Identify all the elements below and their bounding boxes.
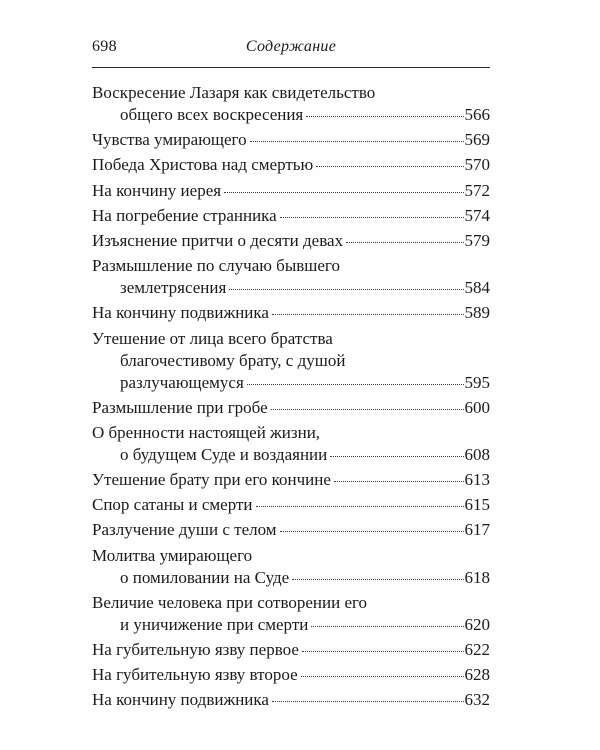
toc-entry-line [92, 129, 490, 151]
toc-entry[interactable] [92, 180, 490, 202]
toc-entry-title: Изъяснение притчи о десяти девах [92, 230, 344, 250]
dot-leader [271, 409, 464, 410]
dot-leader [334, 481, 464, 482]
dot-leader [301, 676, 464, 677]
dot-leader [330, 456, 463, 457]
page-number: 698 [92, 38, 117, 55]
toc-entry-line [92, 180, 490, 202]
toc-entry[interactable] [92, 422, 490, 466]
toc-entry-title: Утешение брату при его кончине [92, 470, 331, 490]
toc-entry-line [92, 350, 490, 372]
toc-entry-title: На кончину иерея [92, 180, 222, 200]
dot-leader [250, 141, 464, 142]
toc-entry-page-number: 572 [464, 180, 490, 200]
toc-entry[interactable] [92, 639, 490, 661]
toc-entry-line [92, 614, 490, 636]
toc-entry-title: о помиловании на Суде [120, 567, 290, 587]
toc-entry-page-number: 617 [464, 520, 490, 540]
toc-entry-page-number: 579 [464, 230, 490, 250]
toc-entry-page-number: 600 [464, 397, 490, 417]
dot-leader [224, 192, 463, 193]
toc-entry[interactable] [92, 129, 490, 151]
toc-entry-page-number: 632 [464, 690, 490, 710]
toc-entry[interactable] [92, 255, 490, 299]
toc-entry-title: Победа Христова над смертью [92, 155, 314, 175]
toc-entry[interactable] [92, 592, 490, 636]
toc-entry-title: Чувства умирающего [92, 130, 247, 150]
toc-entry-line [92, 154, 490, 176]
toc-entry[interactable] [92, 397, 490, 419]
dot-leader [306, 116, 463, 117]
toc-entry-title: Молитва умирающего [92, 545, 253, 565]
toc-entry-title: землетрясения [120, 278, 227, 298]
toc-entry-title: разлучающемуся [120, 372, 244, 392]
dot-leader [280, 531, 464, 532]
toc-entry-title: Спор сатаны и смерти [92, 495, 253, 515]
toc-entry-line [92, 372, 490, 394]
dot-leader [346, 242, 463, 243]
toc-entry-line [92, 230, 490, 252]
dot-leader [316, 166, 463, 167]
toc-entry-line [92, 689, 490, 711]
table-of-contents [92, 82, 490, 715]
toc-entry-line [92, 592, 490, 614]
toc-entry-title: О бренности настоящей жизни, [92, 422, 321, 442]
toc-entry-line [92, 422, 490, 444]
toc-entry-title: Утешение от лица всего братства [92, 328, 333, 348]
toc-entry-page-number: 620 [464, 614, 490, 634]
dot-leader [280, 217, 464, 218]
section-title: Содержание [245, 38, 337, 55]
toc-entry-line [92, 469, 490, 491]
toc-entry[interactable] [92, 469, 490, 491]
toc-entry-line [92, 255, 490, 277]
toc-entry[interactable] [92, 230, 490, 252]
dot-leader [302, 651, 464, 652]
toc-entry-title: общего всех воскресения [120, 105, 304, 124]
dot-leader [311, 626, 463, 627]
toc-entry-page-number: 618 [464, 567, 490, 587]
toc-entry-title: На кончину подвижника [92, 303, 269, 323]
toc-entry-title: На кончину подвижника [92, 690, 269, 710]
dot-leader [247, 384, 464, 385]
dot-leader [229, 289, 463, 290]
toc-entry[interactable] [92, 689, 490, 711]
toc-entry-line [92, 664, 490, 686]
toc-entry-title: о будущем Суде и воздаянии [120, 444, 328, 464]
running-head [92, 38, 490, 64]
toc-entry[interactable] [92, 545, 490, 589]
toc-entry-page-number: 566 [464, 105, 490, 124]
toc-entry-line [92, 205, 490, 227]
toc-entry-page-number: 622 [464, 640, 490, 659]
toc-entry-title: и уничижение при смерти [120, 614, 309, 634]
toc-entry-line [92, 494, 490, 516]
toc-entry-line [92, 519, 490, 541]
toc-entry-page-number: 613 [464, 470, 490, 490]
toc-entry-title: На погребение странника [92, 205, 277, 225]
toc-entry-line [92, 545, 490, 567]
toc-entry[interactable] [92, 494, 490, 516]
dot-leader [292, 579, 463, 580]
toc-entry-line [92, 277, 490, 299]
toc-entry[interactable] [92, 302, 490, 324]
toc-entry-title: Размышление по случаю бывшего [92, 256, 340, 276]
toc-entry-line [92, 639, 490, 661]
toc-entry-line [92, 82, 490, 104]
toc-entry-page-number: 595 [464, 372, 490, 392]
toc-entry[interactable] [92, 328, 490, 394]
toc-entry-line [92, 302, 490, 324]
toc-entry-page-number: 584 [464, 278, 490, 298]
toc-entry[interactable] [92, 82, 490, 126]
toc-entry[interactable] [92, 205, 490, 227]
toc-entry-page-number: 589 [464, 303, 490, 323]
dot-leader [256, 506, 464, 507]
toc-entry-title: Воскресение Лазаря как свидетельство [92, 83, 376, 102]
toc-entry[interactable] [92, 519, 490, 541]
toc-entry-page-number: 570 [464, 155, 490, 175]
toc-entry-title: Размышление при гробе [92, 397, 268, 417]
toc-entry-line [92, 397, 490, 419]
toc-entry-page-number: 569 [464, 130, 490, 150]
toc-entry-page-number: 608 [464, 444, 490, 464]
toc-entry-title: благочестивому брату, с душой [120, 350, 346, 370]
toc-entry-title: На губительную язву второе [92, 665, 298, 685]
dot-leader [272, 314, 464, 315]
header-rule [92, 67, 490, 68]
toc-entry-page-number: 574 [464, 205, 490, 225]
toc-entry-page-number: 615 [464, 495, 490, 515]
toc-entry-title: Разлучение души с телом [92, 520, 277, 540]
toc-entry[interactable] [92, 664, 490, 686]
toc-entry-line [92, 444, 490, 466]
toc-entry-title: Величие человека при сотворении его [92, 592, 368, 612]
toc-entry-line [92, 328, 490, 350]
toc-entry-line [92, 104, 490, 126]
toc-entry[interactable] [92, 154, 490, 176]
toc-entry-line [92, 567, 490, 589]
dot-leader [272, 701, 464, 702]
toc-entry-page-number: 628 [464, 665, 490, 685]
toc-entry-title: На губительную язву первое [92, 640, 299, 659]
